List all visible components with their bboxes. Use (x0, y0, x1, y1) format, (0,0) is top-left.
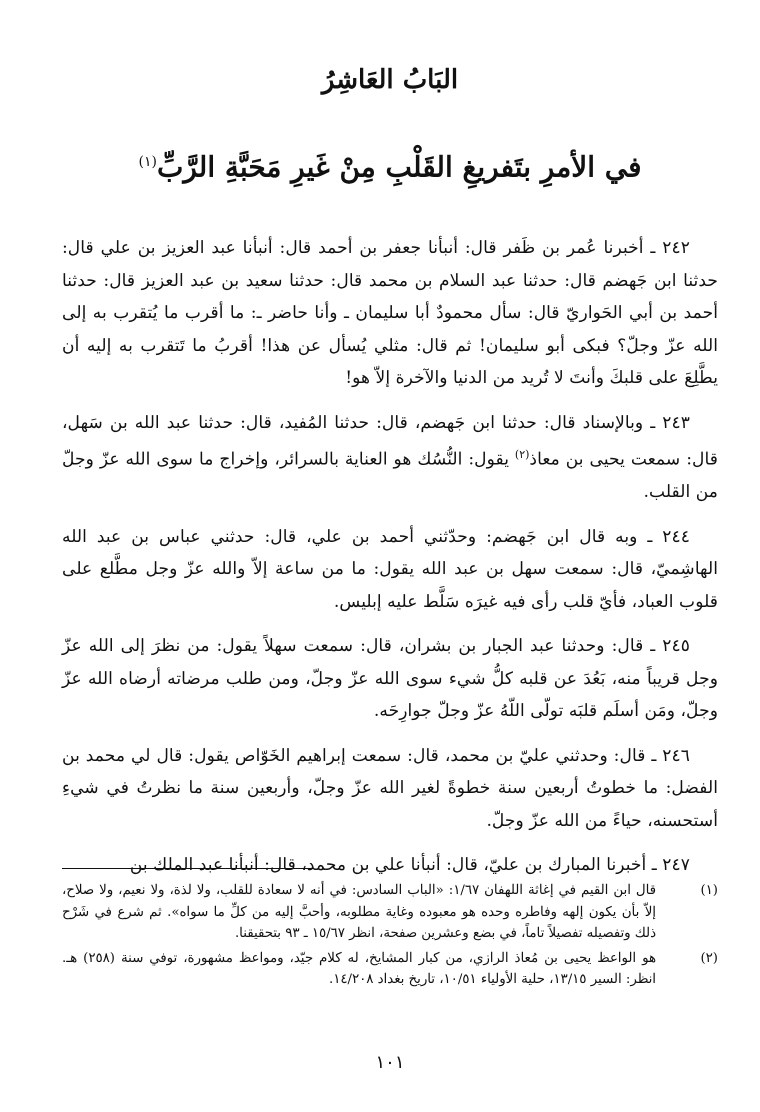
paragraph-text-continued: يقول: النُّسُك هو العناية بالسرائر، وإخراج ما سوى الله عزّ وجلّ من القلب. (62, 449, 718, 503)
book-page (62, 0, 718, 1112)
paragraph-text: ٢٤٣ ـ وبالإسناد قال: حدثنا ابن جَهضم، قال: حدثنا المُفيد، قال: حدثنا عبد الله بن سَهل، قال: سمعت يحيى بن معاذ (62, 412, 718, 470)
paragraph-text: ٢٤٥ ـ قال: وحدثنا عبد الجبار بن بشران، قال: سمعت سهلاً يقول: من نظرَ إلى الله عزّ وجل قريباً منه، بَعُدَ عن قلبه كلُّ شيء سوى الله عزّ وجلّ، ومن طلب مرضاته أرضاه الله عزّ وجلّ، ومَن أسلَم قلبَه تولّى اللّهُ عزّ وجلّ جوارِحَه. (62, 636, 718, 722)
footnote-number: (١) (700, 883, 718, 898)
paragraph-242 (62, 232, 718, 395)
paragraph-text: ٢٤٢ ـ أخبرنا عُمر بن ظَفر قال: أنبأنا جعفر بن أحمد قال: أنبأنا عبد العزيز بن علي قال: حدثنا ابن جَهضم قال: حدثنا عبد السلام بن محمد قال: حدثنا سعيد بن عبد العزيز قال: حدثنا أحمد بن أبي الحَواريّ قال: سأل محمودٌ أبا سليمان ـ وأنا حاضر ـ: ما أقرب ما يُتقرب به إلى الله عزّ وجلّ؟ فبكى أبو سليمان! ثم قال: مثلي يُسأل عن هذا! أقربُ ما تَتقرب به إليه أن يطَّلِعَ على قلبكَ وأنتَ لا تُريد من الدنيا والآخرة إلاّ هو! (62, 238, 718, 388)
heading-text: في الأمرِ بتَفريغِ القَلْبِ مِنْ غَيرِ مَحَبَّةِ الرَّبِّ (157, 150, 642, 184)
footnote-divider (62, 868, 314, 869)
footnotes (62, 880, 718, 994)
chapter-heading (62, 142, 718, 187)
paragraph-text: ٢٤٦ ـ قال: وحدثني عليّ بن محمد، قال: سمعت إبراهيم الخَوّاص يقول: قال لي محمد بن الفضل: ما خطوتُ أربعين سنة خطوةً لغير الله عزّ وجلّ، وأربعين سنة ما نظرتُ في شيءِ أستحسنه، حياءً من الله عزّ وجلّ. (62, 745, 718, 831)
heading-footnote-ref[interactable]: (١) (138, 154, 157, 170)
footnote-text: قال ابن القيم في إغاثة اللهفان ١/٦٧: «الباب السادس: في أنه لا سعادة للقلب، ولا لذة، ولا نعيم، ولا صلاح، إلاّ بأن يكون إلهه وفاطره وحده هو معبوده وغاية مطلوبه، وأحبَّ إليه من كلِّ ما سواه». ثم شرع في شَرْح ذلك وتفصيله تفصيلاً تاماً، في بضع وعشرين صفحة، انظر ١٥/٦٧ ـ ٩٣ بتحقيقنا. (62, 883, 656, 941)
footnote-2 (62, 948, 718, 991)
footnote-1 (62, 880, 718, 945)
paragraph-243 (62, 407, 718, 509)
paragraph-text: ٢٤٧ ـ أخبرنا المبارك بن عليّ، قال: أنبأنا علي بن محمد، قال: أنبأنا عبد الملك بن (129, 855, 690, 876)
footnote-number: (٢) (700, 950, 718, 966)
footnote-text: هو الواعظ يحيى بن مُعاذ الرازي، من كبار المشايخ، له كلام جيّد، ومواعظ مشهورة، توفي سنة (٢٥٨) هـ. انظر: السير ١٣/١٥، حلية الأولياء ١٠/٥١، تاريخ بغداد ١٤/٢٠٨. (62, 950, 656, 987)
paragraph-244 (62, 521, 718, 619)
paragraph-text: ٢٤٤ ـ وبه قال ابن جَهضم: وحدّثني أحمد بن علي، قال: حدثني عباس بن عبد الله الهاشِميّ، قال: سمعت سهل بن عبد الله يقول: ما من ساعة إلاّ والله عزّ وجل مطَّلع على قلوب العباد، فأيّ قلب رأى فيه غيرَه سَلَّط عليه إبليس. (62, 526, 718, 612)
page-number: ١٠١ (375, 1052, 405, 1073)
paragraph-245 (62, 630, 718, 728)
main-text (62, 232, 718, 894)
paragraph-246 (62, 740, 718, 838)
paragraph-247 (62, 849, 718, 882)
chapter-title: البَابُ العَاشِرُ (321, 65, 459, 95)
footnote-ref-2[interactable]: (٢) (514, 448, 530, 461)
